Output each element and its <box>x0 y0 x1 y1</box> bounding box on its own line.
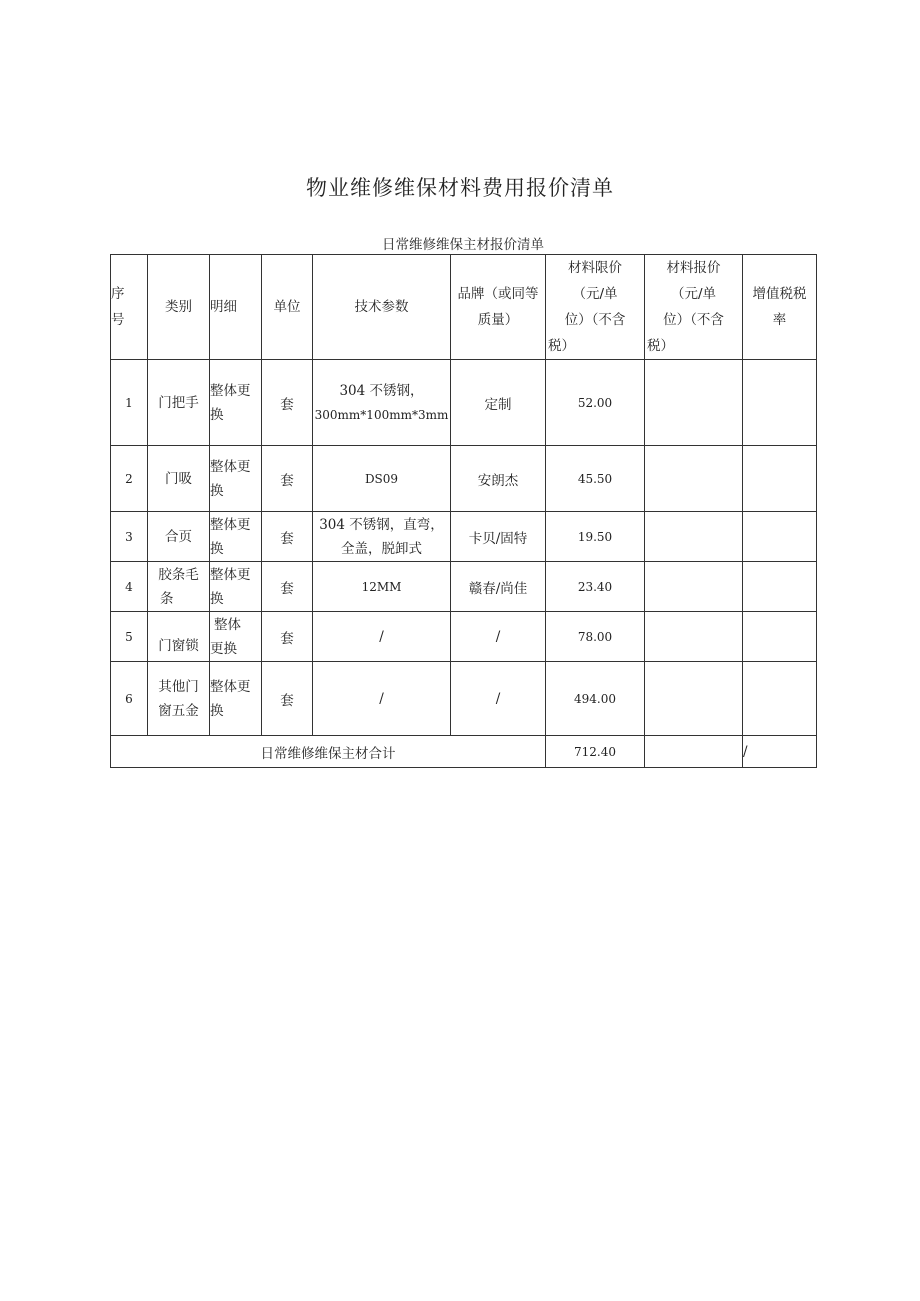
header-quote-price <box>645 255 743 360</box>
vat-cell[interactable] <box>743 562 817 612</box>
detail-cell: 整体更 换 <box>210 512 262 562</box>
seq-cell: 1 <box>111 360 148 446</box>
vat-cell[interactable] <box>743 662 817 736</box>
category-cell: 门把手 <box>148 360 210 446</box>
detail-cell: 整体更 换 <box>210 562 262 612</box>
total-label: 日常维修维保主材合计 <box>111 736 546 768</box>
vat-cell[interactable] <box>743 360 817 446</box>
header-brand <box>451 255 546 360</box>
limit-price-cell: 45.50 <box>546 446 645 512</box>
total-row <box>111 736 817 768</box>
vat-cell[interactable] <box>743 446 817 512</box>
brand-cell: / <box>451 612 546 662</box>
limit-price-cell: 494.00 <box>546 662 645 736</box>
brand-cell: 定制 <box>451 360 546 446</box>
header-quote-line: 税） <box>647 338 674 354</box>
header-row <box>111 255 817 360</box>
category-cell: 胶条毛 条 <box>148 562 210 612</box>
quote-price-cell[interactable] <box>645 612 743 662</box>
header-limit-line: （元/单 <box>572 286 618 302</box>
header-seq-line: 号 <box>111 312 125 328</box>
brand-cell: 赣春/尚佳 <box>451 562 546 612</box>
limit-price-cell: 23.40 <box>546 562 645 612</box>
table-caption: 日常维修维保主材报价清单 <box>382 237 544 253</box>
total-limit-price: 712.40 <box>546 736 645 768</box>
header-brand-line: 质量） <box>477 312 519 328</box>
header-limit-price <box>546 255 645 360</box>
unit-cell: 套 <box>262 662 313 736</box>
table-row <box>111 662 817 736</box>
spec-cell: / <box>313 612 451 662</box>
spec-cell: DS09 <box>313 446 451 512</box>
header-seq <box>111 255 148 360</box>
vat-cell[interactable] <box>743 612 817 662</box>
limit-price-cell: 52.00 <box>546 360 645 446</box>
header-vat <box>743 255 817 360</box>
seq-cell: 2 <box>111 446 148 512</box>
header-seq-line: 序 <box>111 286 125 302</box>
brand-cell: / <box>451 662 546 736</box>
seq-cell: 4 <box>111 562 148 612</box>
detail-cell: 整体更 换 <box>210 662 262 736</box>
header-detail: 明细 <box>210 255 262 360</box>
unit-cell: 套 <box>262 612 313 662</box>
header-vat-line: 增值税税 <box>752 286 807 302</box>
table-row <box>111 360 817 446</box>
limit-price-cell: 78.00 <box>546 612 645 662</box>
seq-cell: 3 <box>111 512 148 562</box>
quote-price-cell[interactable] <box>645 360 743 446</box>
category-cell: 门窗锁 <box>148 612 210 662</box>
header-brand-line: 品牌（或同等 <box>457 286 539 302</box>
table-row <box>111 512 817 562</box>
table-row <box>111 446 817 512</box>
detail-cell: 整体 更换 <box>210 612 262 662</box>
header-unit: 单位 <box>262 255 313 360</box>
unit-cell: 套 <box>262 446 313 512</box>
header-limit-line: 位）（不含 <box>564 312 626 328</box>
brand-cell: 卡贝/固特 <box>451 512 546 562</box>
header-limit-line: 税） <box>548 338 575 354</box>
spec-cell: / <box>313 662 451 736</box>
vat-cell[interactable] <box>743 512 817 562</box>
header-quote-line: 位）（不含 <box>663 312 724 328</box>
unit-cell: 套 <box>262 512 313 562</box>
quote-table <box>110 254 817 768</box>
spec-cell: 304 不锈钢，直弯， 全盖，脱卸式 <box>313 512 451 562</box>
header-quote-line: 材料报价 <box>666 260 721 276</box>
quote-price-cell[interactable] <box>645 562 743 612</box>
seq-cell: 6 <box>111 662 148 736</box>
quote-price-cell[interactable] <box>645 446 743 512</box>
spec-cell: 12MM <box>313 562 451 612</box>
header-quote-line: （元/单 <box>670 286 717 302</box>
category-cell: 合页 <box>148 512 210 562</box>
total-quote-price[interactable] <box>645 736 743 768</box>
quote-price-cell[interactable] <box>645 512 743 562</box>
header-vat-line: 率 <box>772 312 787 328</box>
category-cell: 其他门 窗五金 <box>148 662 210 736</box>
header-category: 类别 <box>148 255 210 360</box>
seq-cell: 5 <box>111 612 148 662</box>
header-limit-line: 材料限价 <box>568 260 622 276</box>
spec-cell: 304 不锈钢， 300mm*100mm*3mm <box>313 360 451 446</box>
category-cell: 门吸 <box>148 446 210 512</box>
document-title: 物业维修维保材料费用报价清单 <box>306 176 614 200</box>
total-vat: / <box>743 736 817 768</box>
quote-price-cell[interactable] <box>645 662 743 736</box>
table-row <box>111 612 817 662</box>
unit-cell: 套 <box>262 562 313 612</box>
unit-cell: 套 <box>262 360 313 446</box>
brand-cell: 安朗杰 <box>451 446 546 512</box>
limit-price-cell: 19.50 <box>546 512 645 562</box>
header-spec: 技术参数 <box>313 255 451 360</box>
detail-cell: 整体更 换 <box>210 446 262 512</box>
table-row <box>111 562 817 612</box>
detail-cell: 整体更 换 <box>210 360 262 446</box>
